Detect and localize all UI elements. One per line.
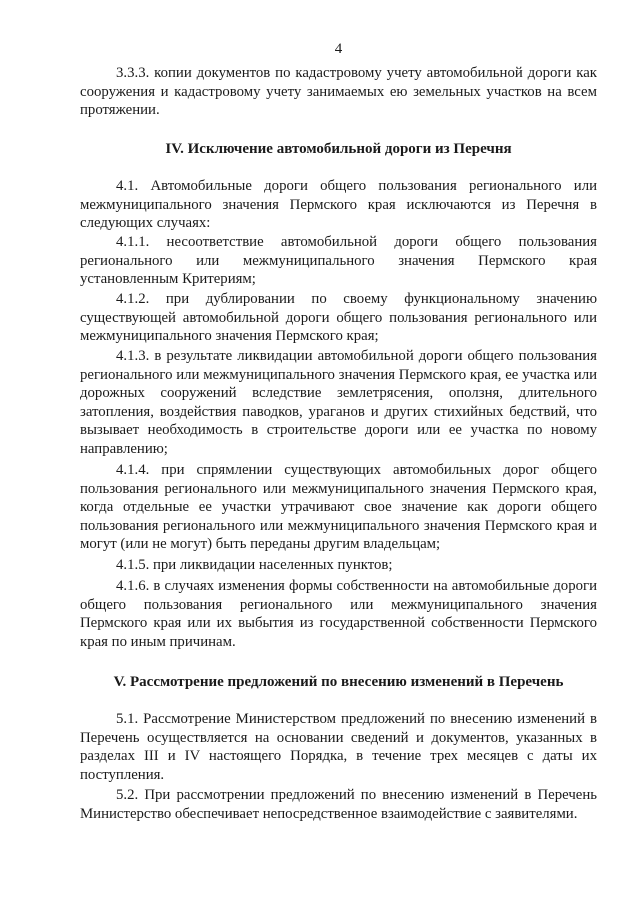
paragraph-4-1-3: 4.1.3. в результате ликвидации автомобильной дороги общего пользования регионального или межмуниципального значения Пермского края, ее участка или дорожных сооружений вследствие землетрясения, оползня, длительного затопления, воздействия паводков, ураганов и других стихийных бедствий, что вызывает необходимость в строительстве дороги или ее участка по новому направлению; — [80, 348, 597, 457]
paragraph-4-1-4: 4.1.4. при спрямлении существующих автомобильных дорог общего пользования регионального или межмуниципального значения Пермского края, когда отдельные ее участки утрачивают свое значение как дороги общего пользования регионального или межмуниципального значения Пермского края и могут (или не могут) быть переданы другим владельцам; — [80, 462, 597, 553]
paragraph-4-1-1: 4.1.1. несоответствие автомобильной дороги общего пользования регионального или межмуниципального значения Пермского края установленным Критериям; — [80, 234, 597, 288]
paragraph-4-1-2: 4.1.2. при дублировании по своему функциональному значению существующей автомобильной дороги общего пользования регионального или межмуниципального значения Пермского края; — [80, 291, 597, 345]
paragraph-4-1-5: 4.1.5. при ликвидации населенных пунктов; — [116, 557, 393, 573]
paragraph-5-2: 5.2. При рассмотрении предложений по внесению изменений в Перечень Министерство обеспечивает непосредственное взаимодействие с заявителями. — [80, 787, 597, 822]
section-5-heading: V. Рассмотрение предложений по внесению изменений в Перечень — [113, 674, 564, 690]
section-4-heading: IV. Исключение автомобильной дороги из Перечня — [165, 141, 512, 157]
paragraph-4-1: 4.1. Автомобильные дороги общего пользования регионального или межмуниципального значения Пермского края исключаются из Перечня в следующих случаях: — [80, 178, 597, 232]
paragraph-5-1: 5.1. Рассмотрение Министерством предложений по внесению изменений в Перечень осуществляется на основании сведений и документов, указанных в разделах III и IV настоящего Порядка, в течение трех месяцев с даты их поступления. — [80, 711, 597, 783]
paragraph-4-1-6: 4.1.6. в случаях изменения формы собственности на автомобильные дороги общего пользования регионального или межмуниципального значения Пермского края или их выбытия из государственной собственности Пермского края по иным причинам. — [80, 578, 597, 650]
page-number: 4 — [334, 41, 343, 57]
paragraph-3-3-3: 3.3.3. копии документов по кадастровому учету автомобильной дороги как сооружения и кадастровому учету занимаемых ею земельных участков на всем протяжении. — [80, 65, 597, 119]
